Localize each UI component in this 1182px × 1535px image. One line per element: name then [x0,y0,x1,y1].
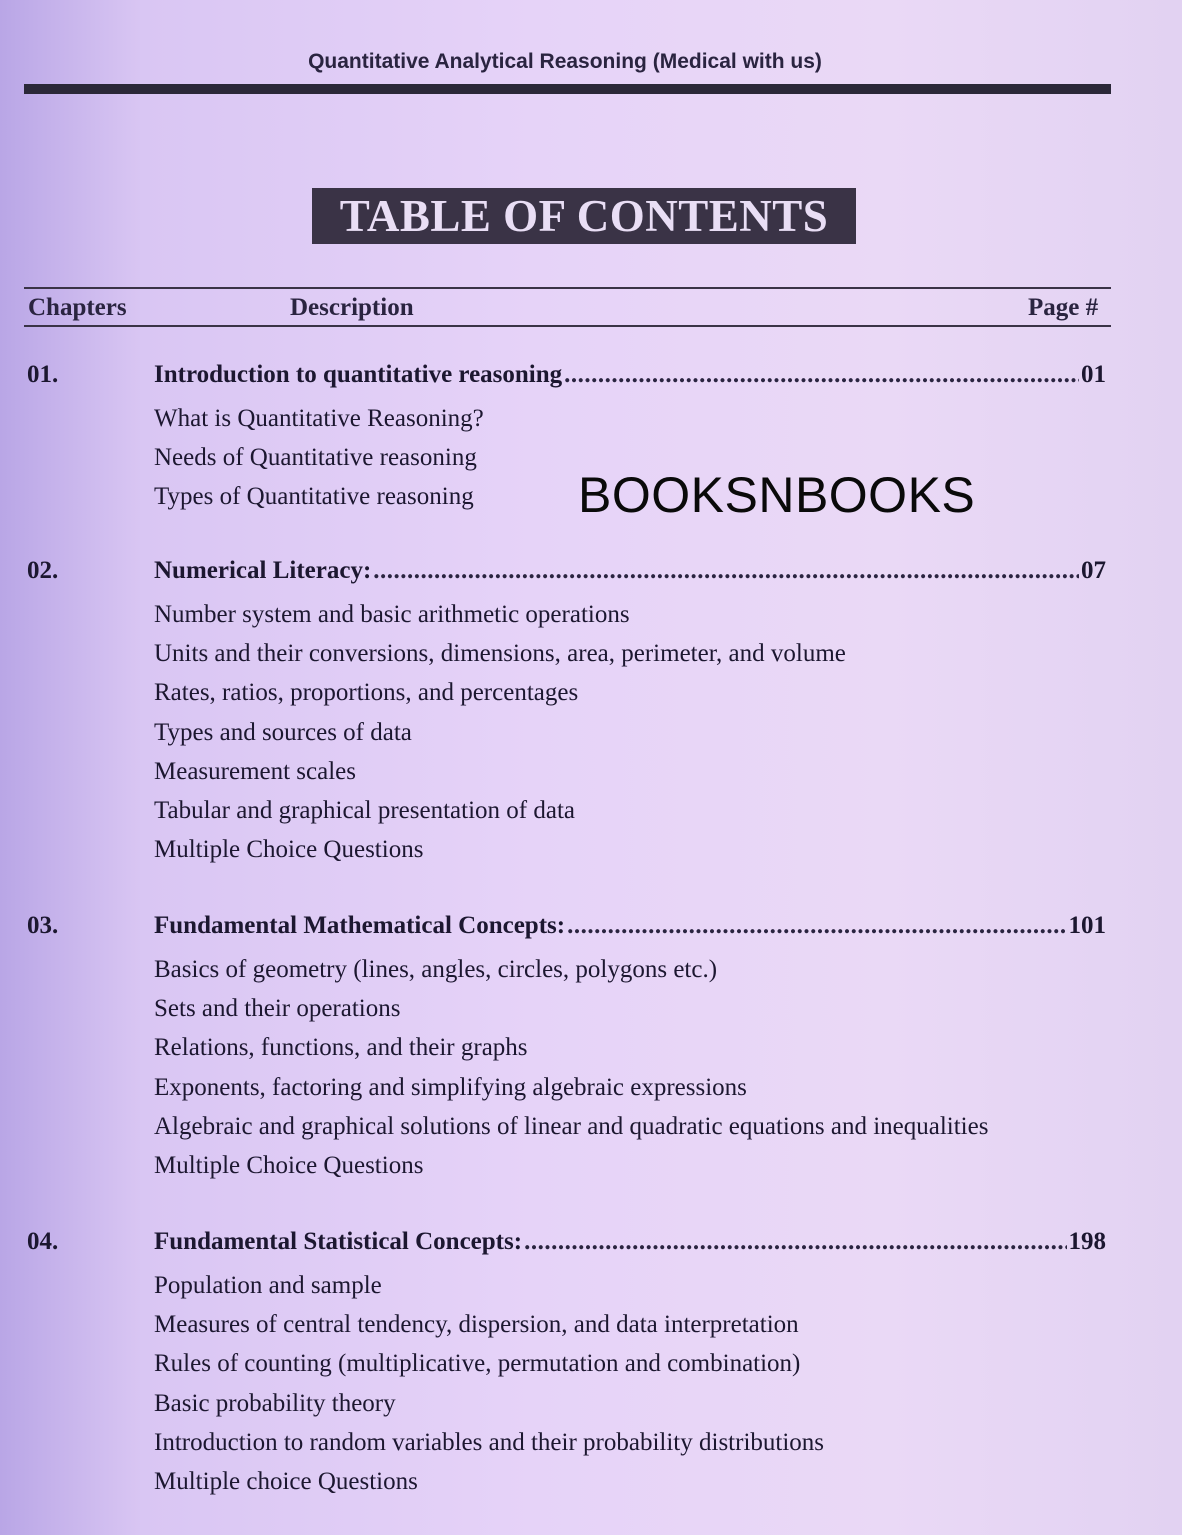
topic-item: Rules of counting (multiplicative, permutation and combination) [154,1350,801,1378]
topic-item: Rates, ratios, proportions, and percentages [154,679,579,707]
chapter-title: Fundamental Statistical Concepts: [154,1228,523,1255]
topic-item: Exponents, factoring and simplifying algebraic expressions [154,1073,747,1101]
chapter-title: Introduction to quantitative reasoning [154,361,563,388]
chapter-page-number: 198 [1068,1228,1106,1255]
column-header-bottom-rule [24,325,1111,327]
chapter-page-number: 07 [1081,557,1106,584]
column-header-description: Description [290,294,414,321]
column-header-chapters: Chapters [28,294,127,321]
topic-item: Measurement scales [154,757,357,785]
dot-leader [524,1228,1066,1256]
topic-item: Sets and their operations [154,995,401,1023]
topic-item: Units and their conversions, dimensions, area, perimeter, and volume [154,640,846,668]
topic-item: Number system and basic arithmetic operations [154,601,630,628]
page-title: TABLE OF CONTENTS [312,188,856,244]
topic-item: Population and sample [154,1272,382,1299]
topic-item: Types and sources of data [154,718,412,746]
topic-item: Basics of geometry (lines, angles, circles, polygons etc.) [154,956,718,983]
watermark-text: BOOKSNBOOKS [578,467,976,523]
topic-list [154,950,988,1185]
chapter-heading [154,1228,1106,1256]
header-rule [24,84,1111,94]
topic-item: Basic probability theory [154,1389,396,1417]
topic-item: Needs of Quantitative reasoning [154,444,477,472]
chapter-page-number: 01 [1081,361,1106,388]
chapter-number: 04. [27,1228,59,1255]
chapter-number: 02. [27,557,59,584]
column-header-page: Page # [1028,294,1099,321]
chapter-title: Fundamental Mathematical Concepts: [154,912,566,939]
chapter-number: 01. [27,361,59,388]
topic-item: Algebraic and graphical solutions of linear and quadratic equations and inequalities [154,1112,989,1140]
topic-item: Tabular and graphical presentation of data [154,797,575,825]
running-header: Quantitative Analytical Reasoning (Medical with us) [308,50,822,73]
dot-leader [567,912,1066,940]
topic-list [154,1266,824,1501]
chapter-heading [154,557,1106,585]
column-header-top-rule [24,287,1111,289]
chapter-heading [154,361,1106,389]
topic-item: Introduction to random variables and their probability distributions [154,1428,825,1456]
topic-list [154,595,846,869]
topic-item: Measures of central tendency, dispersion, and data interpretation [154,1311,799,1339]
chapter-page-number: 101 [1068,912,1106,939]
topic-item: Multiple Choice Questions [154,836,424,864]
chapter-title: Numerical Literacy: [154,557,372,584]
chapter-number: 03. [27,912,59,939]
topic-item: Multiple choice Questions [154,1468,418,1496]
topic-list [154,399,484,517]
topic-item: What is Quantitative Reasoning? [154,405,484,432]
topic-item: Multiple Choice Questions [154,1152,424,1180]
dot-leader [564,361,1079,389]
topic-item: Types of Quantitative reasoning [154,483,474,511]
topic-item: Relations, functions, and their graphs [154,1034,528,1062]
chapter-heading [154,912,1106,940]
dot-leader [373,557,1079,585]
